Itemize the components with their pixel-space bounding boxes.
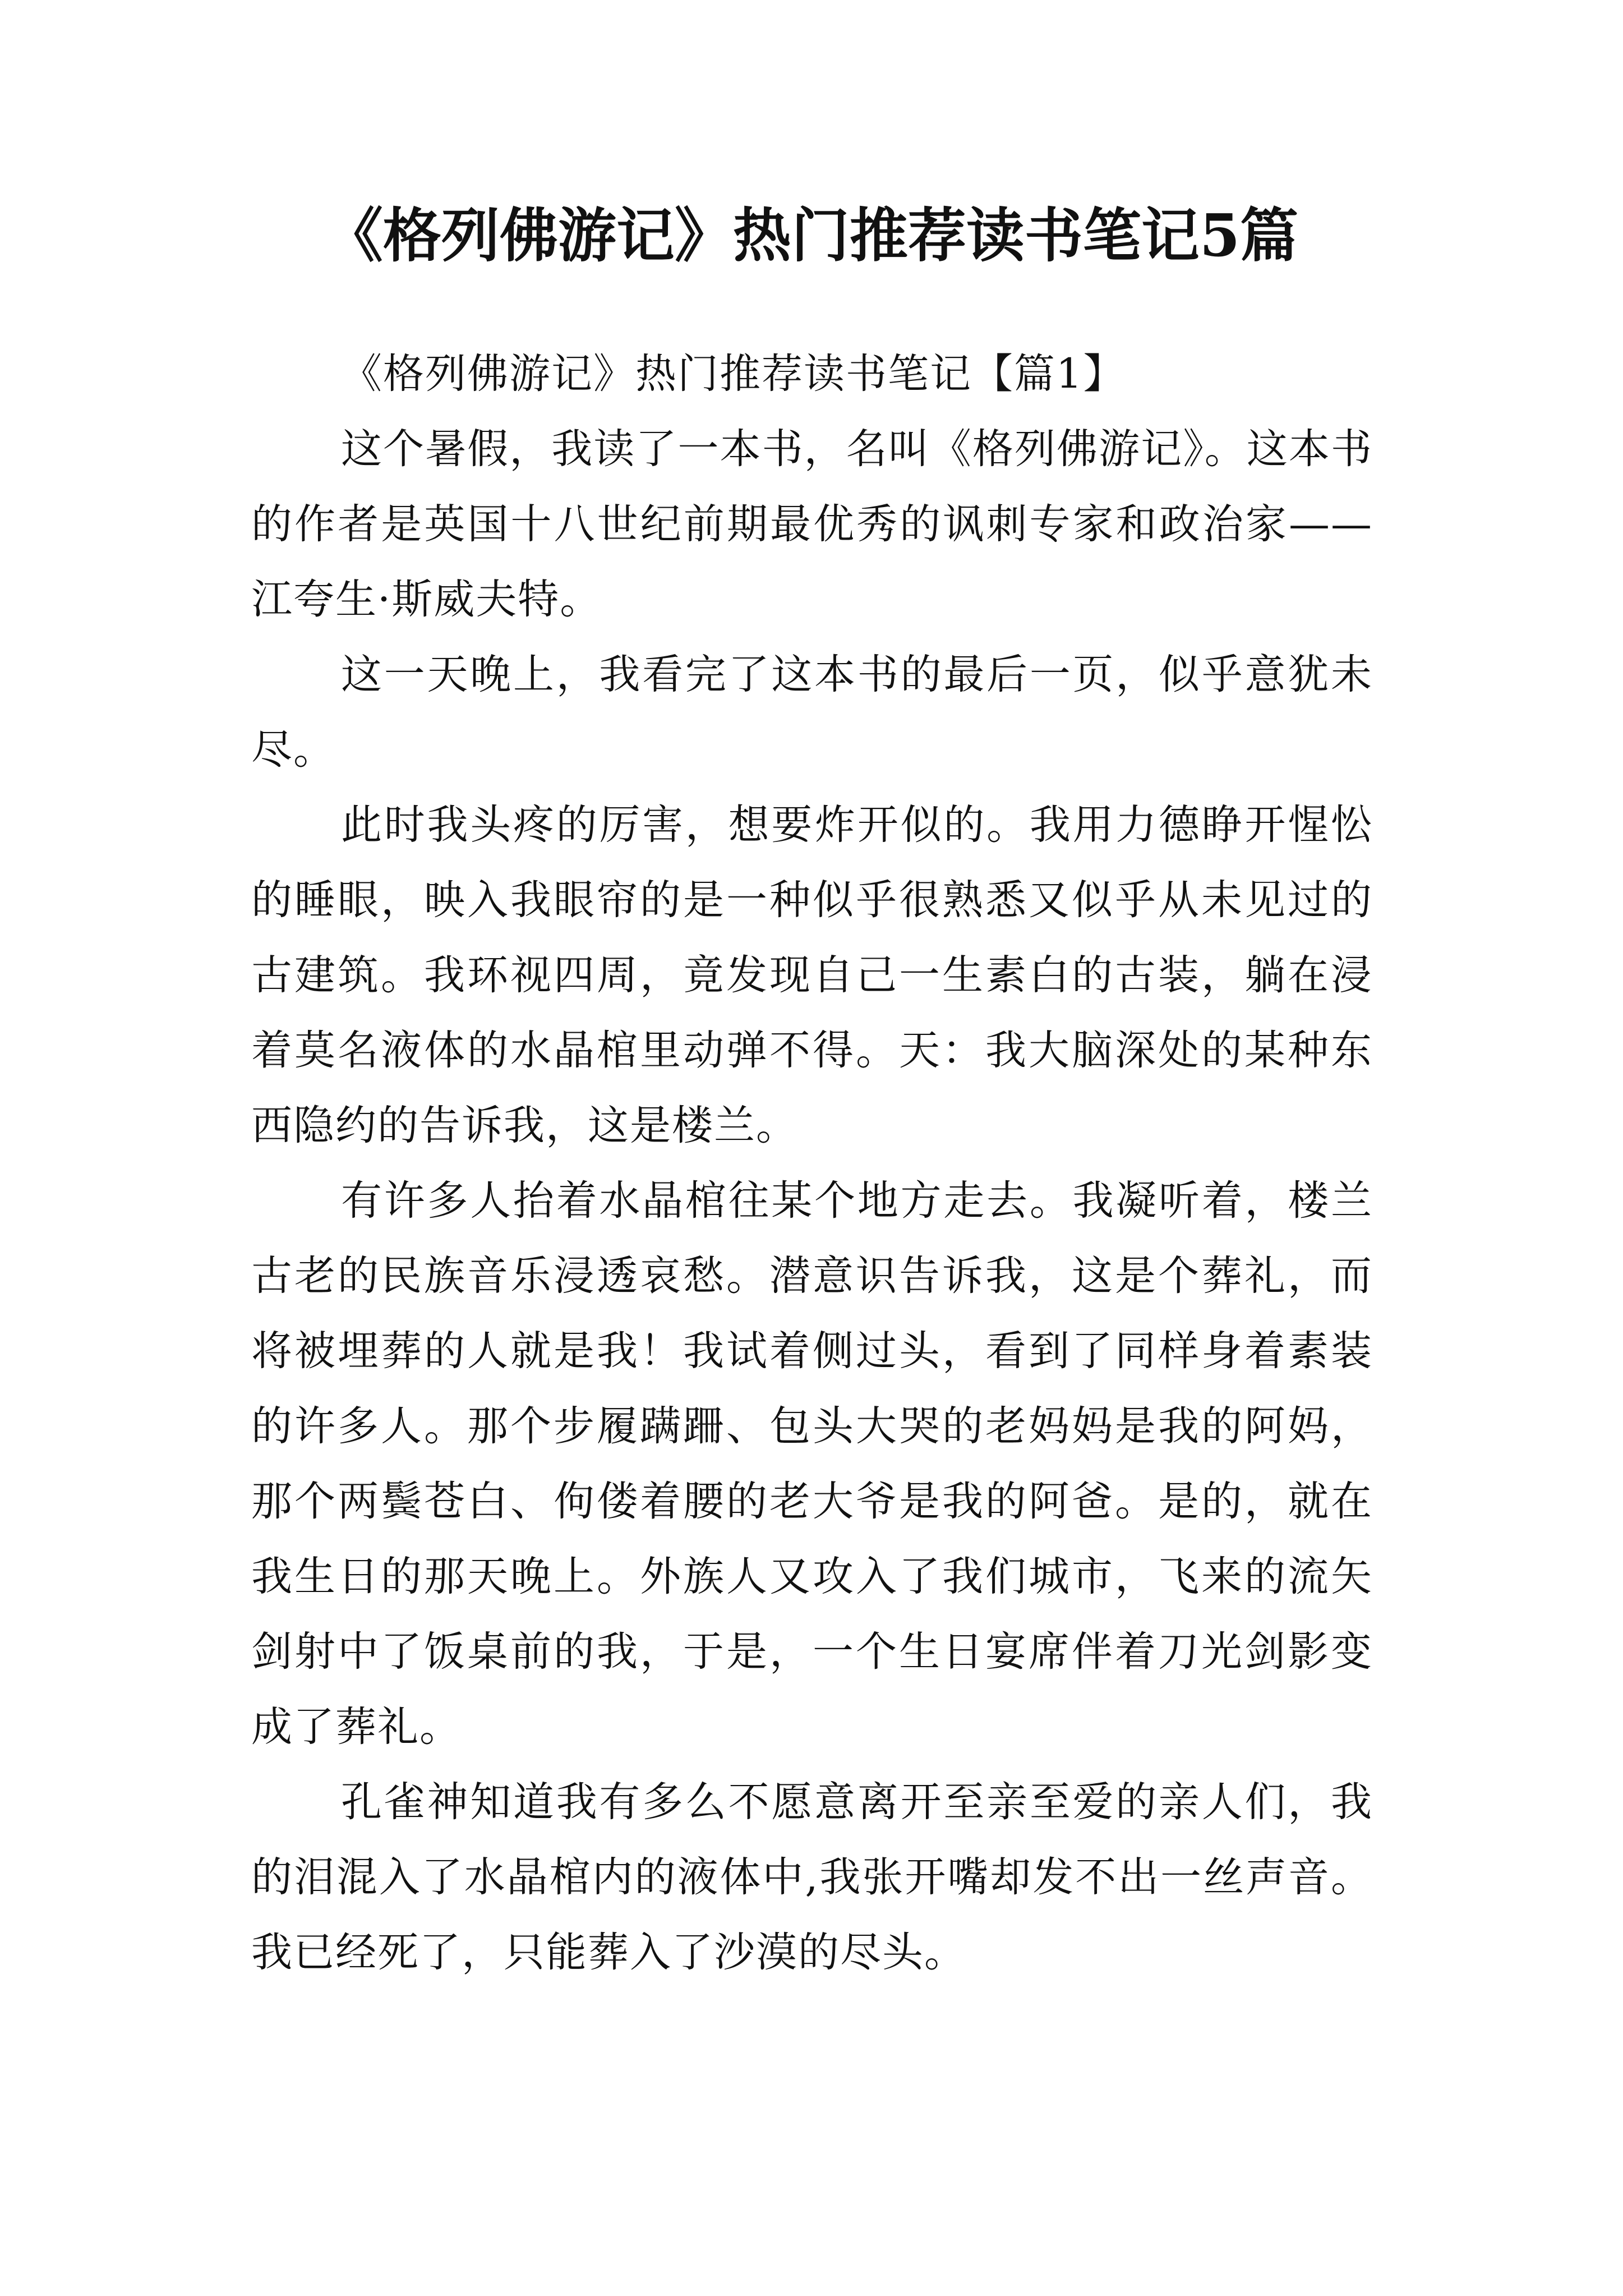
document-body — [251, 337, 1373, 1990]
paragraph: 这一天晚上，我看完了这本书的最后一页，似乎意犹未尽。 — [251, 651, 1373, 774]
section-heading: 《格列佛游记》热门推荐读书笔记【篇1】 — [341, 350, 1126, 398]
paragraph: 这个暑假，我读了一本书，名叫《格列佛游记》。这本书的作者是英国十八世纪前期最优秀的讽刺专家和政治家——江夸生·斯威夫特。 — [251, 425, 1373, 623]
paragraph: 有许多人抬着水晶棺往某个地方走去。我凝听着，楼兰古老的民族音乐浸透哀愁。潜意识告诉我，这是个葬礼，而将被埋葬的人就是我！我试着侧过头，看到了同样身着素装的许多人。那个步履蹒跚、包头大哭的老妈妈是我的阿妈，那个两鬓苍白、佝偻着腰的老大爷是我的阿爸。是的，就在我生日的那天晚上。外族人又攻入了我们城市，飞来的流矢剑射中了饭桌前的我，于是，一个生日宴席伴着刀光剑影变成了葬礼。 — [251, 1177, 1373, 1751]
document-title: 《格列佛游记》热门推荐读书笔记5篇 — [324, 201, 1299, 270]
paragraph: 此时我头疼的厉害，想要炸开似的。我用力德睁开惺忪的睡眼，映入我眼帘的是一种似乎很熟悉又似乎从未见过的古建筑。我环视四周，竟发现自己一生素白的古装，躺在浸着莫名液体的水晶棺里动弹不得。天：我大脑深处的某种东西隐约的告诉我，这是楼兰。 — [251, 801, 1373, 1149]
paragraph: 孔雀神知道我有多么不愿意离开至亲至爱的亲人们，我的泪混入了水晶棺内的液体中,我张开嘴却发不出一丝声音。我已经死了，只能葬入了沙漠的尽头。 — [251, 1778, 1373, 1976]
